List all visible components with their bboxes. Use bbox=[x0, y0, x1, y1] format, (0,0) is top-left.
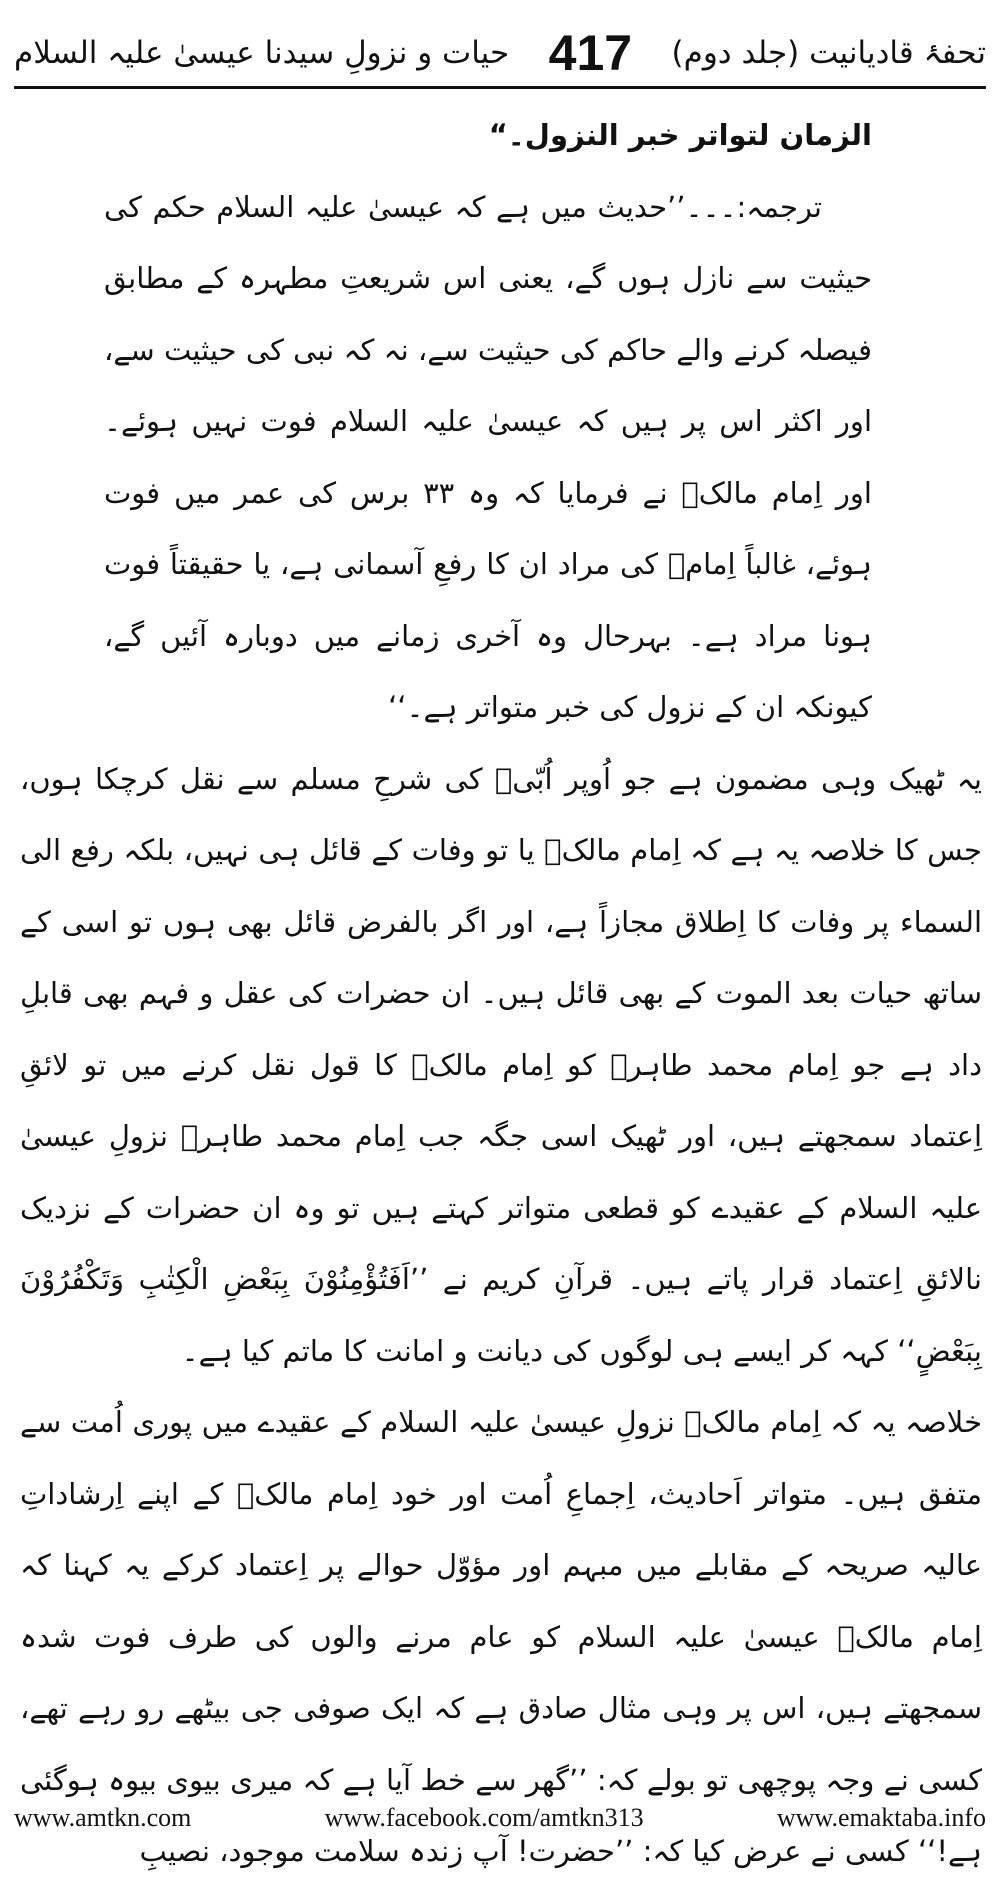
page-footer bbox=[14, 1798, 986, 1838]
paragraph-2: خلاصہ یہ کہ اِمام مالکؒ نزولِ عیسیٰ علیہ السلام کے عقیدے میں پوری اُمت سے متفق ہیں۔ متواتر اَحادیث، اِجماعِ اُمت اور خود اِمام مالکؒ کے اپنے اِرشاداتِ عالیہ صریحہ کے مقابلے میں مبہم اور مؤوّل حوالے پر اِعتماد کرکے یہ کہنا کہ اِمام مالکؒ عیسیٰ علیہ السلام کو عام مرنے والوں کی طرف فوت شدہ سمجھتے ہیں، اس پر وہی مثال صادق ہے کہ ایک صوفی جی بیٹھے رو رہے تھے، کسی نے وجہ پوچھی تو بولے کہ: ’’گھر سے خط آیا ہے کہ میری بیوی بیوہ ہوگئی ہے!‘‘ کسی نے عرض کیا کہ: ’’حضرت! آپ زندہ سلامت موجود، نصیبِ bbox=[20, 1405, 982, 1868]
paragraph-1: یہ ٹھیک وہی مضمون ہے جو اُوپر اُبّیؒ کی شرحِ مسلم سے نقل کرچکا ہوں، جس کا خلاصہ یہ ہے کہ اِمام مالکؒ یا تو وفات کے قائل ہی نہیں، بلکہ رفع الی السماء پر وفات کا اِطلاق مجازاً ہے، اور اگر بالفرض قائل بھی ہوں تو اسی کے ساتھ حیات بعد الموت کے بھی قائل ہیں۔ ان حضرات کی عقل و فہم بھی قابلِ داد ہے جو اِمام محمد طاہرؒ کو اِمام مالکؒ کا قول نقل کرنے میں تو لائقِ اِعتماد سمجھتے ہیں، اور ٹھیک اسی جگہ جب اِمام محمد طاہرؒ نزولِ عیسیٰ علیہ السلام کے عقیدے کو قطعی متواتر کہتے ہیں تو وہ ان حضرات کے نزدیک نالائقِ اِعتماد قرار پاتے ہیں۔ قرآنِ کریم نے ’’اَفَتُؤْمِنُوْنَ بِبَعْضِ الْکِتٰبِ وَتَکْفُرُوْنَ بِبَعْضٍ‘‘ کہہ کر ایسے ہی لوگوں کی دیانت و امانت کا ماتم کیا ہے۔ bbox=[20, 761, 982, 1368]
header-rule bbox=[14, 86, 986, 89]
quote-translation: ترجمہ:۔۔۔’’حدیث میں ہے کہ عیسیٰ علیہ السلام حکم کی حیثیت سے نازل ہوں گے، یعنی اس شریعتِ مطہرہ کے مطابق فیصلہ کرنے والے حاکم کی حیثیت سے، نہ کہ نبی کی حیثیت سے، اور اکثر اس پر ہیں کہ عیسیٰ علیہ السلام فوت نہیں ہوئے۔ اور اِمام مالکؒ نے فرمایا کہ وہ ۳۳ برس کی عمر میں فوت ہوئے، غالباً اِمامؒ کی مراد ان کا رفعِ آسمانی ہے، یا حقیقتاً فوت ہونا مراد ہے۔ بہرحال وہ آخری زمانے میں دوبارہ آئیں گے، کیونکہ ان کے نزول کی خبر متواتر ہے۔‘‘ bbox=[104, 189, 872, 724]
page-number: 417 bbox=[548, 25, 633, 81]
quote-arabic-end: الزمان لتواتر خبر النزول۔“ bbox=[488, 118, 872, 152]
footer-link-facebook[interactable]: www.facebook.com/amtkn313 bbox=[324, 1803, 644, 1832]
page-header bbox=[14, 22, 986, 84]
footer-link-emaktaba[interactable]: www.emaktaba.info bbox=[776, 1803, 986, 1832]
book-title: تحفۂ قادیانیت (جلد دوم) bbox=[671, 35, 986, 71]
footer-link-amtkn[interactable]: www.amtkn.com bbox=[14, 1803, 192, 1832]
chapter-title: حیات و نزولِ سیدنا عیسیٰ علیہ السلام bbox=[14, 35, 510, 71]
